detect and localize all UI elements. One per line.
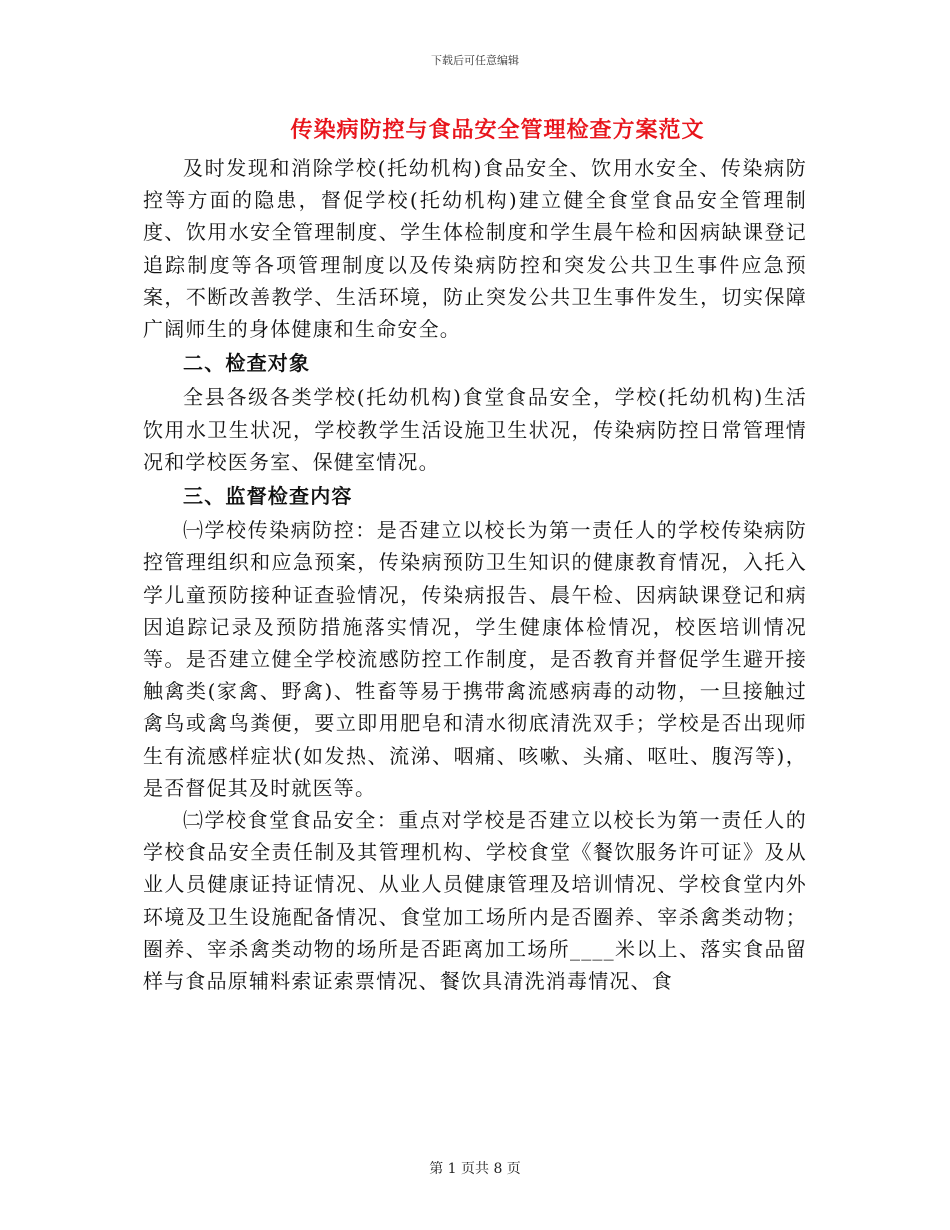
item-disease-control-paragraph: ㈠学校传染病防控：是否建立以校长为第一责任人的学校传染病防控管理组织和应急预案，传染病预防卫生知识的健康教育情况，入托入学儿童预防接种证查验情况，传染病报告、晨午检、因病缺课登记和病因追踪记录及预防措施落实情况，学生健康体检情况，校医培训情况等。是否建立健全学校流感防控工作制度，是否教育并督促学生避开接触禽类(家禽、野禽)、牲畜等易于携带禽流感病毒的动物，一旦接触过禽鸟或禽鸟粪便，要立即用肥皂和清水彻底清洗双手；学校是否出现师生有流感样症状(如发热、流涕、咽痛、咳嗽、头痛、呕吐、腹泻等)，是否督促其及时就医等。 — [143, 518, 807, 800]
section-heading-inspection-targets: 二、检查对象 — [183, 351, 311, 376]
document-body — [143, 152, 807, 997]
inspection-targets-paragraph: 全县各级各类学校(托幼机构)食堂食品安全，学校(托幼机构)生活饮用水卫生状况，学校教学生活设施卫生状况，传染病防控日常管理情况和学校医务室、保健室情况。 — [143, 385, 807, 474]
section-heading-inspection-content: 三、监督检查内容 — [183, 484, 353, 509]
intro-paragraph: 及时发现和消除学校(托幼机构)食品安全、饮用水安全、传染病防控等方面的隐患，督促学校(托幼机构)建立健全食堂食品安全管理制度、饮用水安全管理制度、学生体检制度和学生晨午检和因病缺课登记追踪制度等各项管理制度以及传染病防控和突发公共卫生事件应急预案，不断改善教学、生活环境，防止突发公共卫生事件发生，切实保障广阔师生的身体健康和生命安全。 — [143, 156, 807, 342]
item-canteen-food-safety-paragraph: ㈡学校食堂食品安全：重点对学校是否建立以校长为第一责任人的学校食品安全责任制及其管理机构、学校食堂《餐饮服务许可证》及从业人员健康证持证情况、从业人员健康管理及培训情况、学校食堂内外环境及卫生设施配备情况、食堂加工场所内是否圈养、宰杀禽类动物；圈养、宰杀禽类动物的场所是否距离加工场所____米以上、落实食品留样与食品原辅料索证索票情况、餐饮具清洗消毒情况、食 — [143, 808, 807, 994]
document-title: 传染病防控与食品安全管理检查方案范文 — [290, 117, 705, 143]
page-footer: 第 1 页共 8 页 — [429, 1161, 521, 1177]
page-header: 下载后可任意编辑 — [431, 54, 519, 67]
